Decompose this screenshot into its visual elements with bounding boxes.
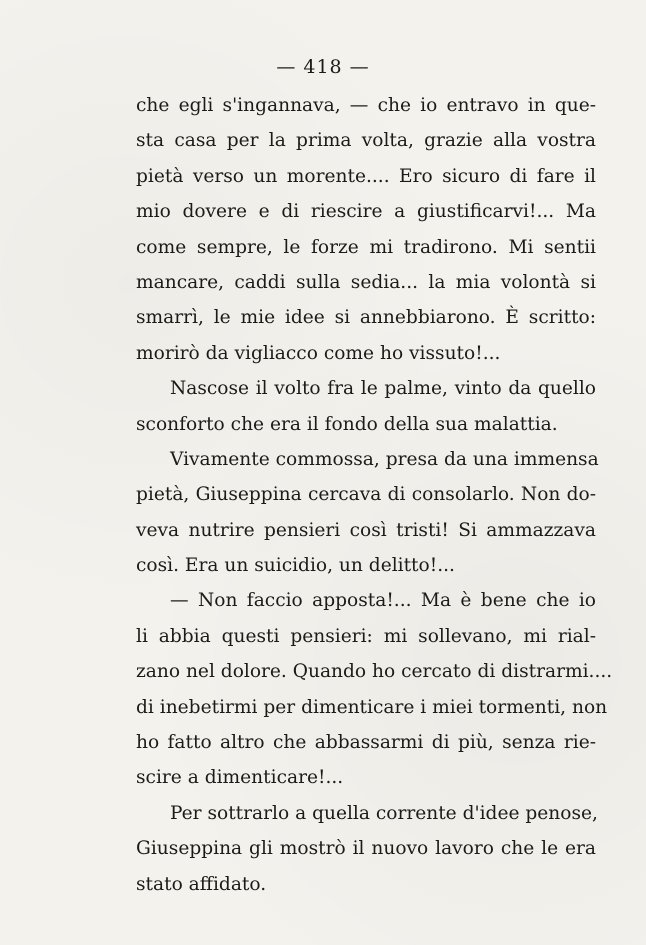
text-line: Per sottrarlo a quella corrente d'idee penose, [170,802,598,824]
text-line: veva nutrire pensieri così tristi! Si ammazzava [136,519,596,541]
text-line: ho fatto altro che abbassarmi di più, senza rie- [136,732,596,754]
text-line: pietà, Giuseppina cercava di consolarlo. Non do- [136,484,596,506]
text-line: stato affidato. [136,873,267,895]
text-line: come sempre, le forze mi tradirono. Mi sentii [136,236,596,258]
text-line: così. Era un suicidio, un delitto!... [136,555,455,577]
text-line: li abbia questi pensieri: mi sollevano, mi rial- [136,625,596,647]
page-number: — 418 — [276,56,370,78]
text-line: zano nel dolore. Quando ho cercato di distrarmi.... [136,661,613,683]
text-line: Nascose il volto fra le palme, vinto da quello [170,378,596,400]
text-line: Giuseppina gli mostrò il nuovo lavoro che le era [136,838,596,860]
text-line: sconforto che era il fondo della sua malattia. [136,413,558,435]
text-line: scire a dimenticare!... [136,767,344,789]
text-line: di inebetirmi per dimenticare i miei tormenti, non [136,696,608,718]
text-line: mancare, caddi sulla sedia... la mia volontà si [136,271,596,293]
text-line: pietà verso un morente.... Ero sicuro di fare il [136,165,596,187]
text-line: Vivamente commossa, presa da una immensa [170,448,599,470]
text-line: morirò da vigliacco come ho vissuto!... [136,342,501,364]
text-line: smarrì, le mie idee si annebbiarono. È scritto: [136,307,596,329]
text-line: — Non faccio apposta!... Ma è bene che io [170,590,596,612]
body-text [136,88,613,902]
text-line: mio dovere e di riescire a giustificarvi!... Ma [136,201,596,223]
text-line: sta casa per la prima volta, grazie alla vostra [136,130,596,152]
text-line: che egli s'ingannava, — che io entravo in que- [136,95,596,116]
